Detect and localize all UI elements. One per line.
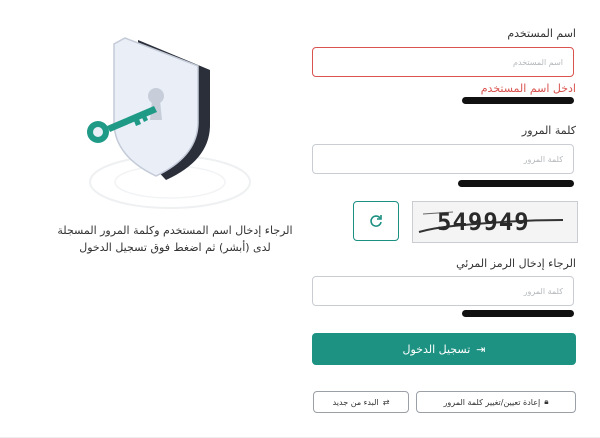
redaction-scribble (458, 180, 574, 187)
start-over-button[interactable] (313, 391, 409, 413)
password-input[interactable] (313, 145, 573, 173)
reset-password-button[interactable] (416, 391, 576, 413)
lock-icon: 🔒︎ (544, 397, 549, 406)
login-button[interactable] (312, 333, 576, 365)
captcha-label: الرجاء إدخال الرمز المرئي (456, 257, 576, 270)
captcha-image (412, 201, 578, 243)
login-icon: ⇥ (476, 342, 486, 356)
username-input[interactable] (313, 48, 573, 76)
username-error: ادخل اسم المستخدم (480, 82, 576, 95)
username-label: اسم المستخدم (507, 27, 576, 40)
login-instructions: الرجاء إدخال اسم المستخدم وكلمة المرور المسجلة لدى (أبشر) ثم اضغط فوق تسجيل الدخول (57, 224, 293, 254)
redaction-scribble (462, 97, 574, 104)
shield-key-illustration (70, 30, 260, 210)
reset-password-label: إعادة تعيين/تغيير كلمة المرور (443, 397, 541, 407)
redaction-scribble (462, 310, 574, 317)
start-over-label: البدء من جديد (332, 397, 379, 407)
captcha-field[interactable] (312, 276, 574, 306)
password-label: كلمة المرور (521, 124, 576, 137)
username-field[interactable] (312, 47, 574, 77)
refresh-icon (369, 214, 383, 228)
login-button-label: تسجيل الدخول (402, 342, 471, 356)
captcha-code: 549949 (437, 208, 530, 236)
captcha-input[interactable] (313, 277, 573, 305)
swap-icon: ⇄ (382, 397, 390, 407)
password-field[interactable] (312, 144, 574, 174)
refresh-captcha-button[interactable] (353, 201, 399, 241)
